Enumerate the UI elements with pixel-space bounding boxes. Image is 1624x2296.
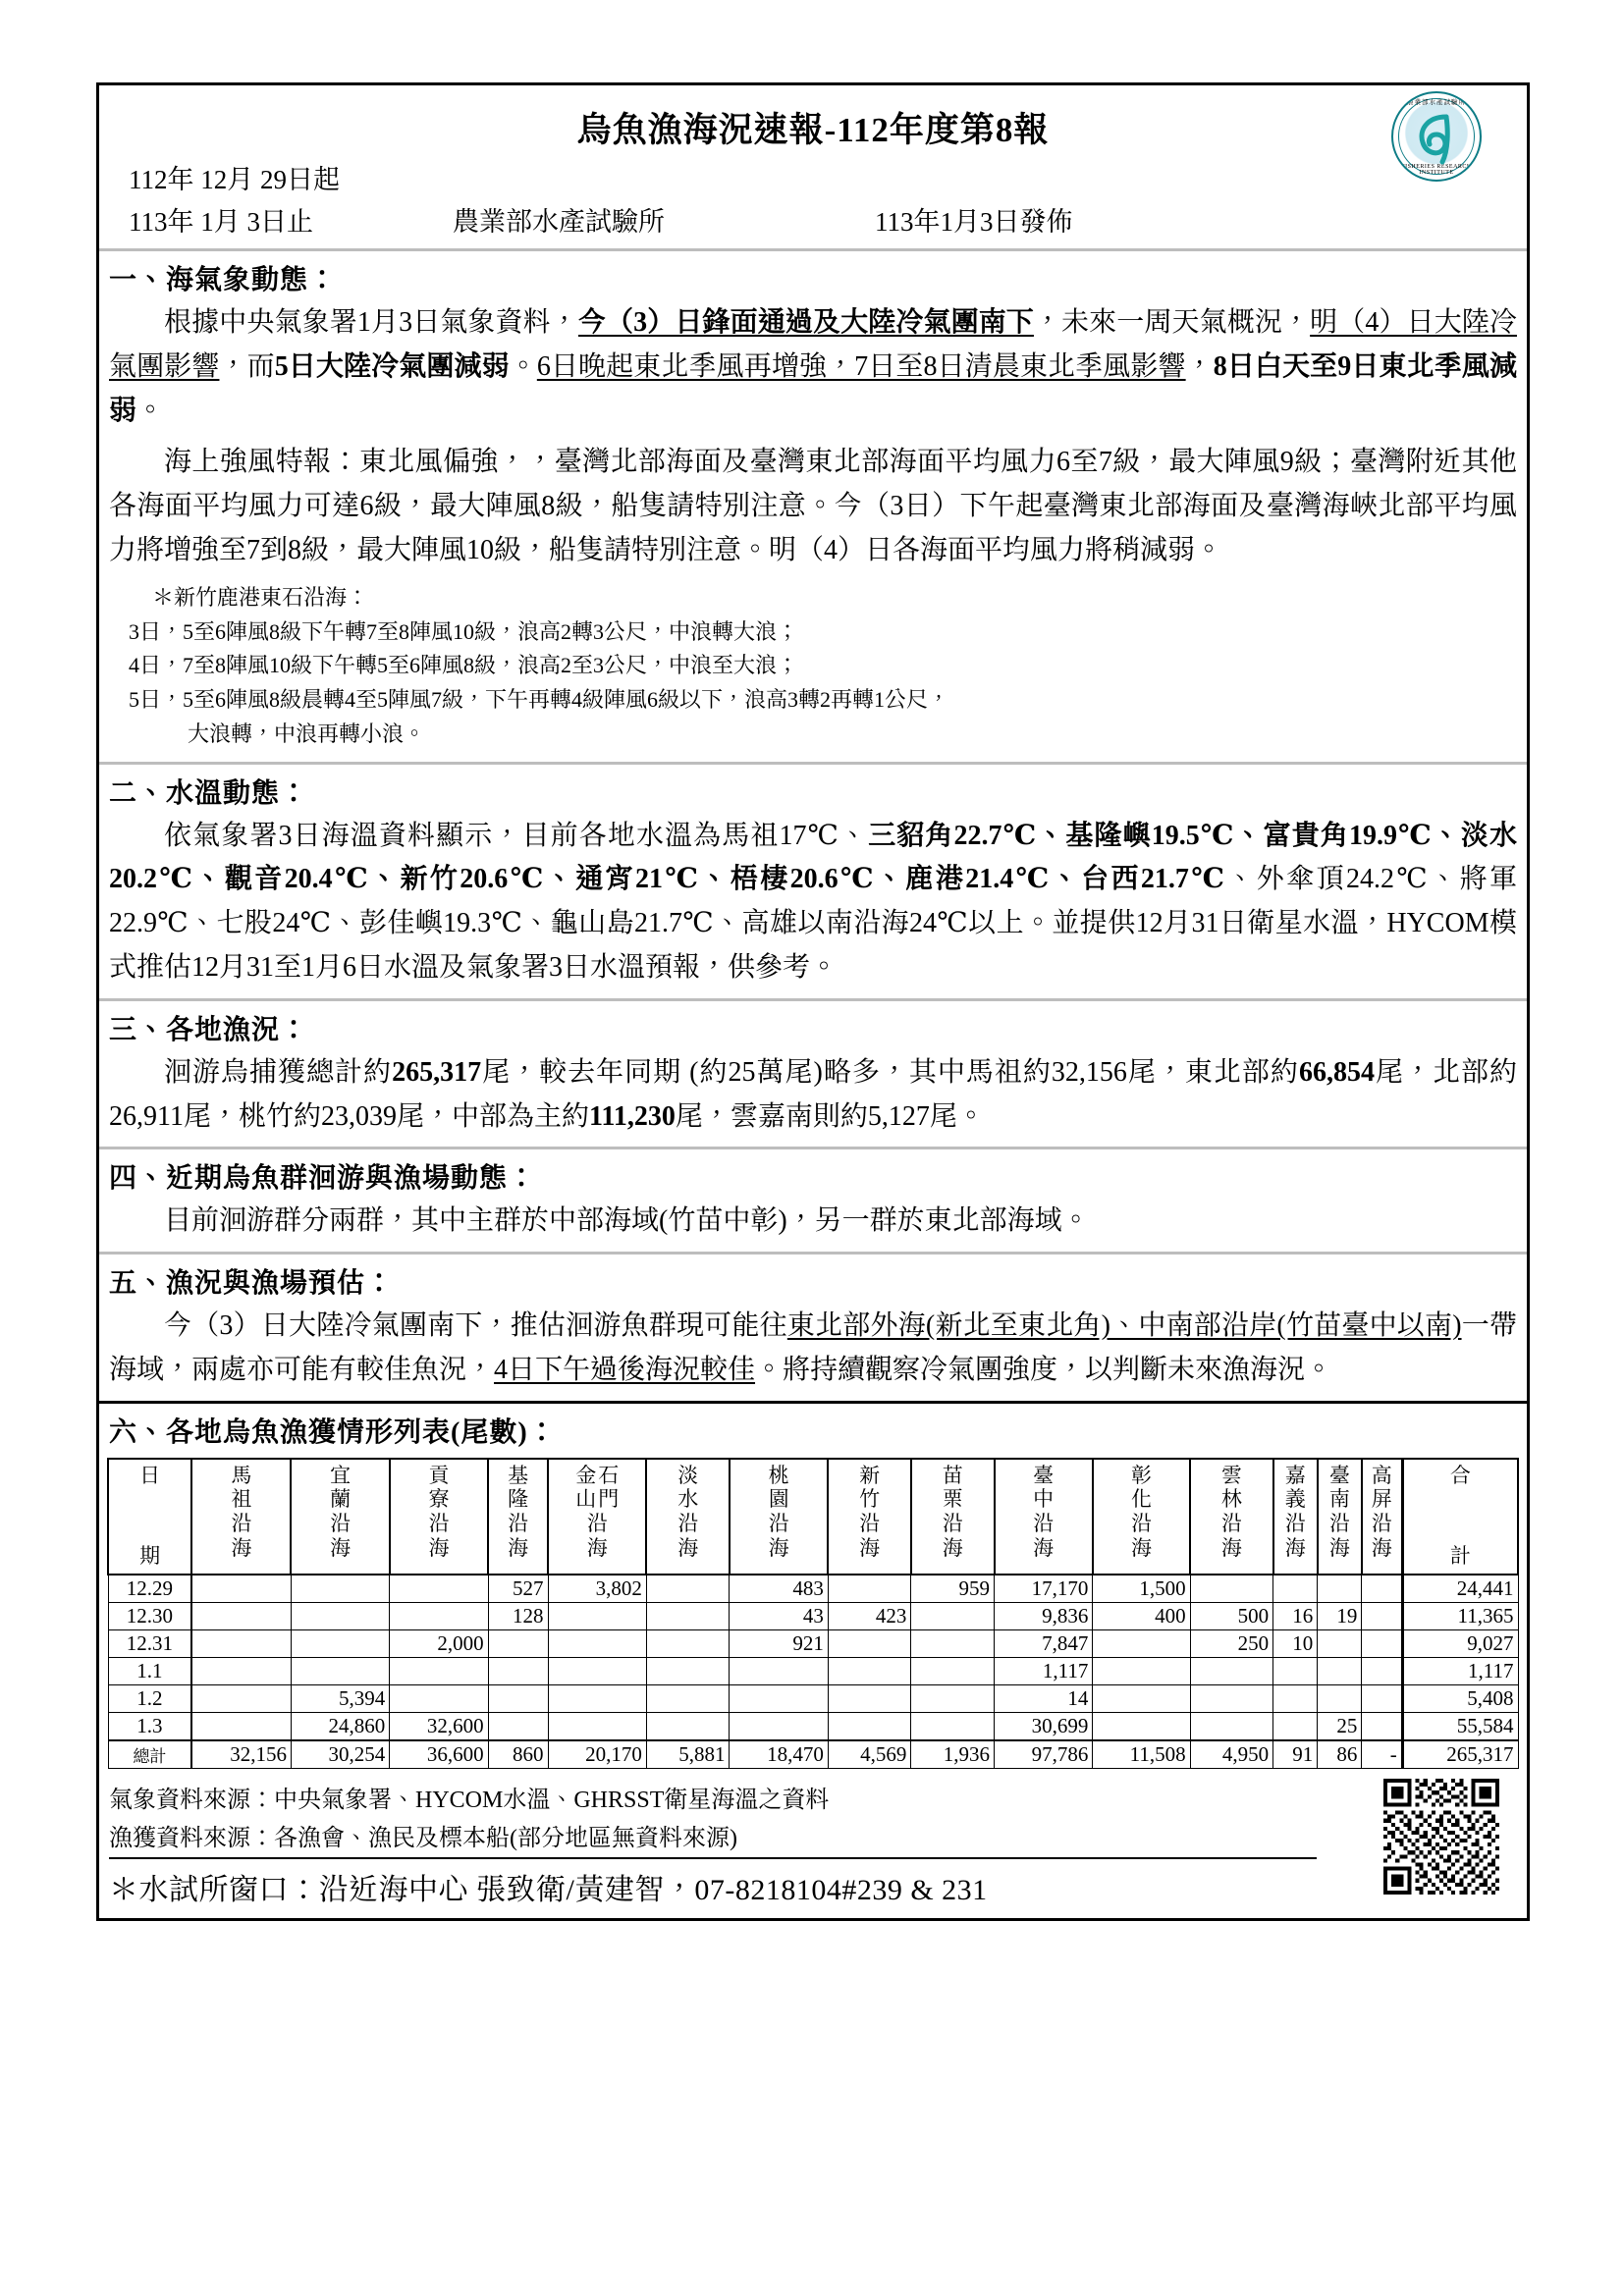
col-header-total-bottom: 計 [1449,1544,1471,1569]
cell-6 [646,1684,730,1712]
col-header-13: 嘉 義 沿 海 [1273,1459,1318,1575]
cell-9 [911,1712,995,1740]
col-header-9: 苗 栗 沿 海 [911,1459,995,1575]
cell-12: 500 [1190,1602,1273,1629]
cell-3 [390,1657,488,1684]
total-cell-10: 97,786 [995,1740,1093,1769]
catch-table-header-row [108,1459,1518,1575]
cell-14: 25 [1318,1712,1362,1740]
col-header-6: 淡 水 沿 海 [646,1459,730,1575]
cell-11 [1093,1629,1190,1657]
section-water-temperature [99,765,1527,1001]
cell-8: 423 [828,1602,911,1629]
cell-11 [1093,1684,1190,1712]
table-row [108,1575,1518,1603]
row-total: 55,584 [1402,1712,1518,1740]
cell-3: 32,600 [390,1712,488,1740]
section-6-heading: 六、各地烏魚漁獲情形列表(尾數)： [109,1416,557,1448]
row-date: 1.1 [108,1657,191,1684]
cell-5 [548,1712,646,1740]
cell-7: 483 [730,1575,828,1603]
cell-5 [548,1629,646,1657]
cell-5 [548,1684,646,1712]
cell-13 [1273,1657,1318,1684]
col-header-1: 馬 祖 沿 海 [191,1459,291,1575]
cell-10: 30,699 [995,1712,1093,1740]
s1-p1-g: 。 [509,350,537,382]
cell-9: 959 [911,1575,995,1603]
total-cell-12: 4,950 [1190,1740,1273,1769]
cell-1 [191,1712,291,1740]
section-1-note [99,581,1527,754]
section-migration-dynamics [99,1149,1527,1255]
cell-3 [390,1684,488,1712]
section-5-paragraph-1 [99,1305,1527,1401]
cell-6 [646,1575,730,1603]
col-header-11: 彰 化 沿 海 [1093,1459,1190,1575]
s1-p1-i: ， [1185,350,1214,382]
section-fishing-conditions [99,1001,1527,1150]
col-header-5: 金 石 山 門 沿 海 [548,1459,646,1575]
cell-14 [1318,1657,1362,1684]
s5-p1-c: 一帶海域，兩處亦可能有較佳魚況， [109,1310,1517,1385]
fisheries-research-institute-logo-icon [1391,91,1482,182]
col-header-4: 基 隆 沿 海 [488,1459,548,1575]
section-2-paragraph-1 [99,815,1527,998]
s3-p1-f: 111,230 [588,1100,676,1132]
cell-5: 3,802 [548,1575,646,1603]
cell-12 [1190,1575,1273,1603]
cell-9 [911,1657,995,1684]
cell-10: 17,170 [995,1575,1093,1603]
cell-10: 1,117 [995,1657,1093,1684]
cell-13 [1273,1575,1318,1603]
date-from: 112年 12月 29日起 [129,165,340,194]
section-5-heading: 五、漁況與漁場預估： [109,1268,395,1300]
s2-p1-a: 依氣象署3日海溫資料顯示，目前各地水溫為馬祖17℃、 [164,820,869,851]
row-total: 9,027 [1402,1629,1518,1657]
cell-4 [488,1684,548,1712]
cell-8 [828,1657,911,1684]
cell-2 [291,1575,389,1603]
cell-14 [1318,1684,1362,1712]
qr-code-icon[interactable] [1383,1779,1499,1895]
cell-2 [291,1629,389,1657]
cell-10: 9,836 [995,1602,1093,1629]
cell-8 [828,1575,911,1603]
cell-14 [1318,1575,1362,1603]
row-date: 1.2 [108,1684,191,1712]
total-cell-1: 32,156 [191,1740,291,1769]
cell-14: 19 [1318,1602,1362,1629]
cell-1 [191,1602,291,1629]
total-cell-11: 11,508 [1093,1740,1190,1769]
date-range-line-to [99,198,1527,248]
organization-name: 農業部水產試驗所 [453,207,665,237]
s5-p1-b: 東北部外海(新北至東北角)、中南部沿岸(竹苗臺中以南) [786,1310,1462,1342]
total-cell-5: 20,170 [548,1740,646,1769]
cell-12: 250 [1190,1629,1273,1657]
cell-7 [730,1657,828,1684]
cell-6 [646,1657,730,1684]
page-title: 烏魚漁海況速報-112年度第8報 [576,111,1050,149]
cell-12 [1190,1657,1273,1684]
s3-p1-e: 尾，北部約26,911尾，桃竹約23,039尾，中部為主約 [109,1056,1517,1132]
section-forecast [99,1255,1527,1404]
total-cell-15: - [1362,1740,1402,1769]
source-line-weather: 氣象資料來源：中央氣象署、HYCOM水溫、GHRSST衛星海溫之資料 [109,1787,830,1813]
row-total: 11,365 [1402,1602,1518,1629]
total-cell-3: 36,600 [390,1740,488,1769]
s3-p1-c: 尾，較去年同期 (約25萬尾)略多，其中馬祖約32,156尾，東北部約 [481,1056,1299,1088]
total-cell-4: 860 [488,1740,548,1769]
catch-table [107,1458,1519,1769]
section-1-paragraph-1 [99,301,1527,441]
total-cell-14: 86 [1318,1740,1362,1769]
total-cell-9: 1,936 [911,1740,995,1769]
report-footer [99,1773,1527,1918]
section-sea-weather [99,251,1527,765]
cell-1 [191,1657,291,1684]
date-to: 113年 1月 3日止 [129,207,313,237]
note-line-2: 4日，7至8陣風10級下午轉5至6陣風8級，浪高2至3公尺，中浪至大浪； [129,653,799,678]
cell-4: 527 [488,1575,548,1603]
cell-15 [1362,1629,1402,1657]
total-cell-8: 4,569 [828,1740,911,1769]
col-header-14: 臺 南 沿 海 [1318,1459,1362,1575]
cell-11 [1093,1657,1190,1684]
section-2-heading: 二、水溫動態： [109,777,309,809]
table-row [108,1684,1518,1712]
cell-7 [730,1712,828,1740]
col-header-12: 雲 林 沿 海 [1190,1459,1273,1575]
col-header-8: 新 竹 沿 海 [828,1459,911,1575]
date-range-line-from [99,156,1527,198]
col-header-date-top: 日 [139,1463,161,1487]
col-header-2: 宜 蘭 沿 海 [291,1459,389,1575]
cell-10: 14 [995,1684,1093,1712]
section-4-paragraph-1: 目前洄游群分兩群，其中主群於中部海域(竹苗中彰)，另一群於東北部海域。 [164,1205,1090,1237]
s1-p1-f: 5日大陸冷氣團減弱 [274,350,510,382]
total-cell-13: 91 [1273,1740,1318,1769]
col-header-7: 桃 園 沿 海 [730,1459,828,1575]
total-cell-6: 5,881 [646,1740,730,1769]
table-total-row [108,1740,1518,1769]
s1-p1-h: 6日晚起東北季風再增強，7日至8日清晨東北季風影響 [536,350,1186,382]
col-header-10: 臺 中 沿 海 [995,1459,1093,1575]
cell-13 [1273,1712,1318,1740]
row-date: 1.3 [108,1712,191,1740]
s1-p1-c: ，未來一周天氣概況， [1033,307,1311,338]
cell-11: 400 [1093,1602,1190,1629]
col-header-total-top: 合 [1449,1463,1471,1487]
cell-4 [488,1657,548,1684]
source-line-catch: 漁獲資料來源：各漁會、漁民及標本船(部分地區無資料來源) [109,1825,737,1851]
cell-10: 7,847 [995,1629,1093,1657]
logo-ring-text-top: 農業部水產試驗所 [1407,99,1466,106]
col-header-3: 貢 寮 沿 海 [390,1459,488,1575]
s2-p1-c: 、外傘頂24.2℃、將軍22.9℃、七股24℃、彭佳嶼19.3℃、龜山島21.7℃、高雄以南沿海24℃以上。並提供12月31日衛星水溫，HYCOM模式推估12月31至1月6日水溫及氣象署3日水溫預報，供參考。 [109,864,1517,983]
note-line-3: 5日，5至6陣風8級晨轉4至5陣風7級，下午再轉4級陣風6級以下，浪高3轉2再轉1公尺， [129,687,950,713]
cell-2 [291,1602,389,1629]
cell-15 [1362,1657,1402,1684]
cell-4 [488,1712,548,1740]
cell-2: 24,860 [291,1712,389,1740]
row-total: 24,441 [1402,1575,1518,1603]
s3-p1-d: 66,854 [1298,1056,1375,1088]
s5-p1-d: 4日下午過後海況較佳 [494,1354,756,1385]
cell-8 [828,1712,911,1740]
cell-5 [548,1657,646,1684]
cell-2 [291,1657,389,1684]
s2-p1-b: 三貂角22.7℃、基隆嶼19.5℃、富貴角19.9℃、淡水20.2℃、觀音20.4℃、新竹20.6℃、通宵21℃、梧棲20.6℃、鹿港21.4℃、台西21.7℃ [109,820,1518,895]
s5-p1-a: 今（3）日大陸冷氣團南下，推估洄游魚群現可能往 [164,1310,787,1342]
report-page [96,82,1530,1921]
cell-8 [828,1684,911,1712]
s1-p1-a: 根據中央氣象署1月3日氣象資料， [164,307,578,338]
cell-15 [1362,1712,1402,1740]
cell-3 [390,1602,488,1629]
grand-total: 265,317 [1402,1740,1518,1769]
table-row [108,1712,1518,1740]
catch-table-body [108,1575,1518,1769]
table-row [108,1657,1518,1684]
publish-date: 113年1月3日發佈 [875,207,1073,237]
contact-line: ＊水試所窗口：沿近海中心 張致衛/黃建智，07-8218104#239 & 231 [109,1873,988,1906]
section-3-heading: 三、各地漁況： [109,1014,309,1045]
s3-p1-b: 265,317 [392,1056,482,1088]
cell-9 [911,1602,995,1629]
table-row [108,1629,1518,1657]
note-line-1: 3日，5至6陣風8級下午轉7至8陣風10級，浪高2轉3公尺，中浪轉大浪； [129,618,799,644]
col-header-date-bottom: 期 [139,1544,161,1569]
cell-12 [1190,1712,1273,1740]
s1-p1-e: ，而 [219,350,275,382]
row-date: 12.29 [108,1575,191,1603]
cell-6 [646,1602,730,1629]
col-header-total [1402,1459,1518,1575]
table-row [108,1602,1518,1629]
section-1-paragraph-2: 海上強風特報：東北風偏強，，臺灣北部海面及臺灣東北部海面平均風力6至7級，最大陣風9級；臺灣附近其他各海面平均風力可達6級，最大陣風8級，船隻請特別注意。今（3日）下午起臺灣東北部海面及臺灣海峽北部平均風力將增強至7到8級，最大陣風10級，船隻請特別注意。明（4）日各海面平均風力將稍減弱。 [109,447,1517,565]
cell-1 [191,1629,291,1657]
cell-15 [1362,1602,1402,1629]
cell-15 [1362,1684,1402,1712]
cell-2: 5,394 [291,1684,389,1712]
row-date: 12.31 [108,1629,191,1657]
note-line-4: 大浪轉，中浪再轉小浪。 [188,721,426,746]
leaf-swirl-icon [1415,111,1462,168]
total-cell-2: 30,254 [291,1740,389,1769]
row-date: 12.30 [108,1602,191,1629]
cell-1 [191,1575,291,1603]
s3-p1-a: 洄游烏捕獲總計約 [164,1056,393,1088]
col-header-date [108,1459,191,1575]
logo-ring-text-bottom: FISHERIES RESEARCH INSTITUTE [1401,164,1472,176]
s1-p1-d: 明（4）日大陸冷氣團影響 [109,307,1517,382]
note-title: ＊新竹鹿港東石沿海： [152,584,369,610]
cell-13 [1273,1684,1318,1712]
report-header [99,85,1527,248]
row-total: 1,117 [1402,1657,1518,1684]
cell-1 [191,1684,291,1712]
cell-12 [1190,1684,1273,1712]
s1-p1-k: 。 [136,395,165,426]
section-4-heading: 四、近期烏魚群洄游與漁場動態： [109,1163,537,1195]
cell-8 [828,1629,911,1657]
cell-13: 10 [1273,1629,1318,1657]
row-total: 5,408 [1402,1684,1518,1712]
s1-p1-j: 8日白天至9日東北季風減弱 [109,350,1517,426]
s5-p1-e: 。將持續觀察冷氣團強度，以判斷未來漁海況。 [755,1354,1333,1385]
s1-p1-b: 今（3）日鋒面通過及大陸冷氣團南下 [577,307,1034,338]
cell-5 [548,1602,646,1629]
cell-3: 2,000 [390,1629,488,1657]
total-cell-7: 18,470 [730,1740,828,1769]
cell-6 [646,1712,730,1740]
footer-divider [109,1857,1317,1859]
catch-table-head [108,1459,1518,1575]
cell-14 [1318,1629,1362,1657]
cell-4 [488,1629,548,1657]
cell-15 [1362,1575,1402,1603]
cell-9 [911,1684,995,1712]
section-catch-table [99,1404,1527,1773]
cell-3 [390,1575,488,1603]
cell-7 [730,1684,828,1712]
cell-7: 921 [730,1629,828,1657]
total-row-label: 總計 [108,1740,191,1769]
cell-6 [646,1629,730,1657]
col-header-15: 高 屏 沿 海 [1362,1459,1402,1575]
cell-4: 128 [488,1602,548,1629]
s3-p1-g: 尾，雲嘉南則約5,127尾。 [675,1100,985,1132]
cell-7: 43 [730,1602,828,1629]
cell-11 [1093,1712,1190,1740]
cell-11: 1,500 [1093,1575,1190,1603]
cell-13: 16 [1273,1602,1318,1629]
section-3-paragraph-1 [99,1051,1527,1148]
section-1-heading: 一、海氣象動態： [109,265,338,295]
cell-9 [911,1629,995,1657]
